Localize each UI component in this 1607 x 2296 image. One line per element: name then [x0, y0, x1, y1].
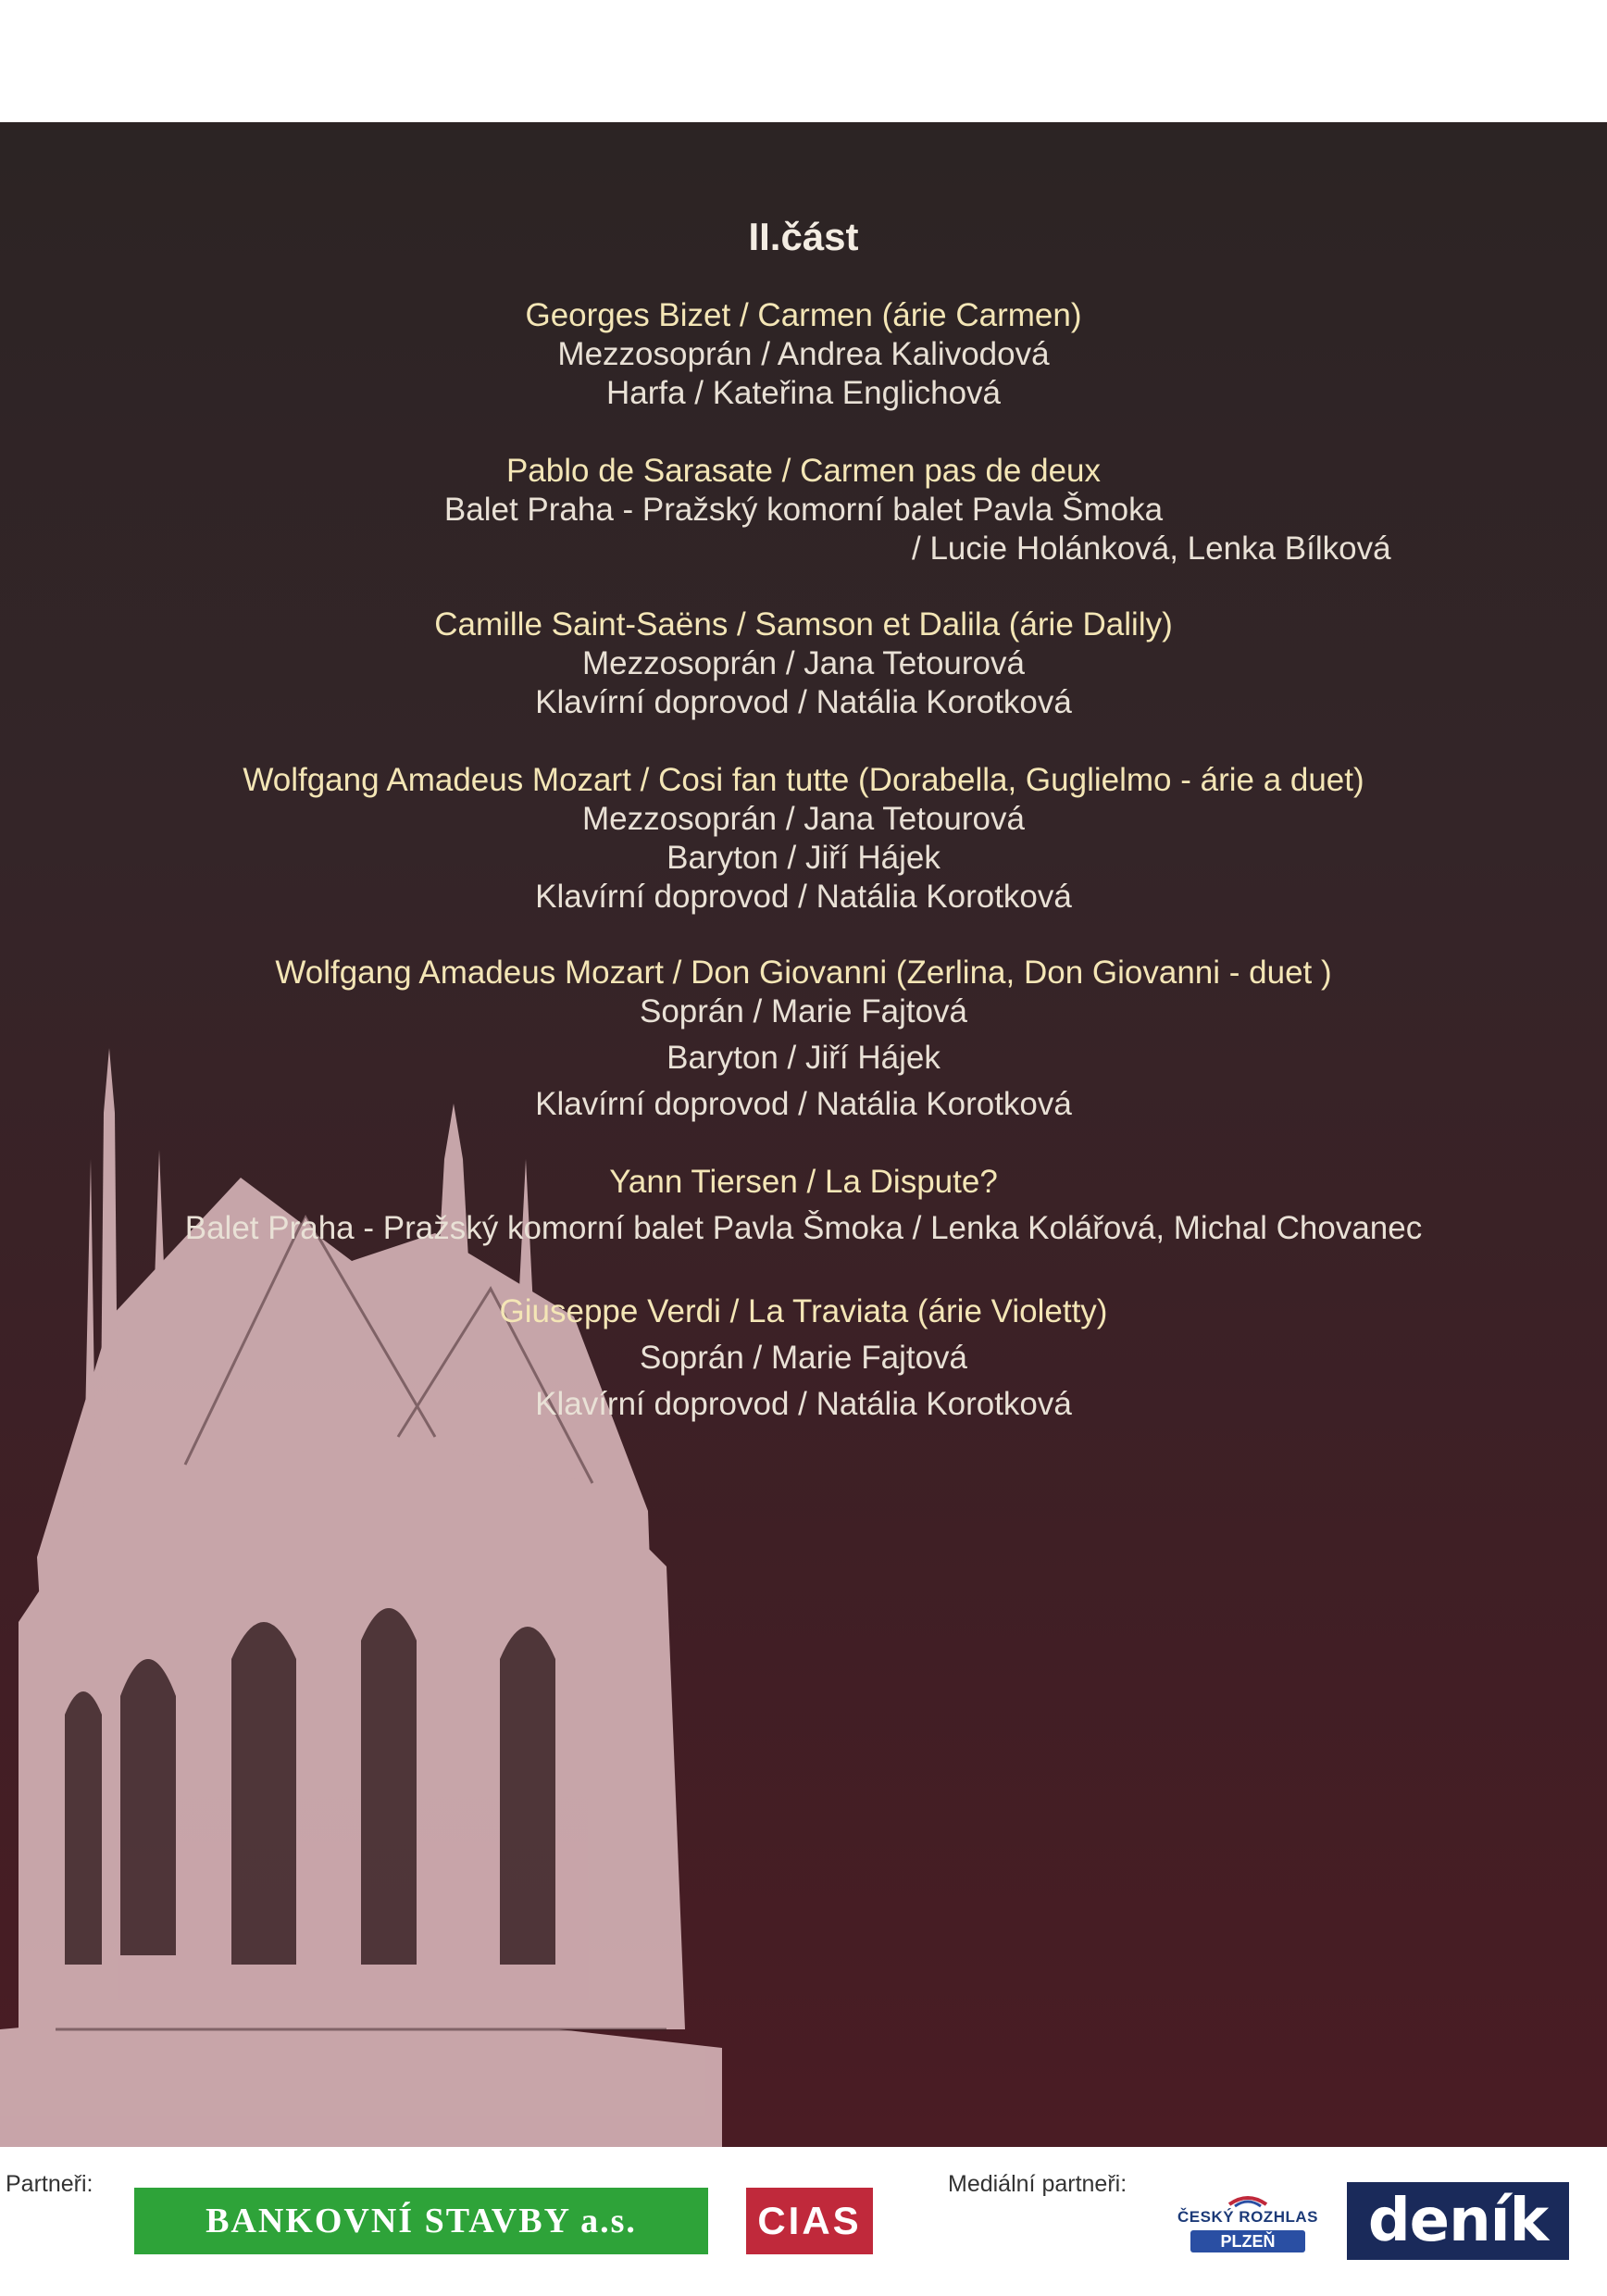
program-line: Pablo de Sarasate / Carmen pas de deux	[505, 453, 1102, 489]
program-line: Soprán / Marie Fajtová	[639, 993, 968, 1029]
program-line: Yann Tiersen / La Dispute?	[609, 1164, 998, 1200]
cesky-rozhlas-text: ČESKÝ ROZHLAS	[1177, 2208, 1318, 2226]
program-line: Balet Praha - Pražský komorní balet Pavla Šmoka	[443, 492, 1164, 528]
program-line: Giuseppe Verdi / La Traviata (árie Violetty)	[499, 1293, 1108, 1329]
plzen-badge: PLZEŇ	[1190, 2230, 1305, 2252]
rozhlas-wave-icon	[1226, 2188, 1270, 2208]
program-line: Georges Bizet / Carmen (árie Carmen)	[525, 297, 1082, 333]
program-line: Klavírní doprovod / Natália Korotková	[535, 684, 1072, 720]
program-line: Mezzosoprán / Jana Tetourová	[582, 645, 1025, 681]
cias-logo: CIAS	[746, 2188, 873, 2254]
program-line: Balet Praha - Pražský komorní balet Pavla Šmoka / Lenka Kolářová, Michal Chovanec	[184, 1210, 1423, 1246]
program-line: Baryton / Jiří Hájek	[666, 1040, 941, 1076]
program-line: Soprán / Marie Fajtová	[639, 1340, 968, 1376]
program-line: Klavírní doprovod / Natália Korotková	[535, 1386, 1072, 1422]
program-list	[0, 122, 1607, 2147]
program-line: / Lucie Holánková, Lenka Bílková	[912, 530, 1391, 567]
program-line: Camille Saint-Saëns / Samson et Dalila (árie Dalily)	[434, 606, 1173, 643]
program-line: Wolfgang Amadeus Mozart / Cosi fan tutte (Dorabella, Guglielmo - árie a duet)	[243, 762, 1364, 798]
partners-label: Partneři:	[6, 2171, 93, 2197]
media-partners-label: Mediální partneři:	[948, 2171, 1127, 2197]
bankovni-stavby-logo: BANKOVNÍ STAVBY a.s.	[134, 2188, 708, 2254]
program-line: Harfa / Kateřina Englichová	[605, 375, 1002, 411]
sponsors-footer	[0, 2147, 1607, 2296]
program-line: Klavírní doprovod / Natália Korotková	[535, 879, 1072, 915]
program-panel	[0, 122, 1607, 2147]
denik-logo: deník	[1347, 2182, 1569, 2260]
program-line: Klavírní doprovod / Natália Korotková	[535, 1086, 1072, 1122]
program-line: Wolfgang Amadeus Mozart / Don Giovanni (Zerlina, Don Giovanni - duet )	[275, 955, 1332, 991]
cesky-rozhlas-plzen-logo	[1174, 2188, 1322, 2262]
program-line: Mezzosoprán / Jana Tetourová	[582, 801, 1025, 837]
program-line: Baryton / Jiří Hájek	[666, 840, 941, 876]
program-line: Mezzosoprán / Andrea Kalivodová	[557, 336, 1050, 372]
section-title: II.část	[748, 215, 859, 258]
